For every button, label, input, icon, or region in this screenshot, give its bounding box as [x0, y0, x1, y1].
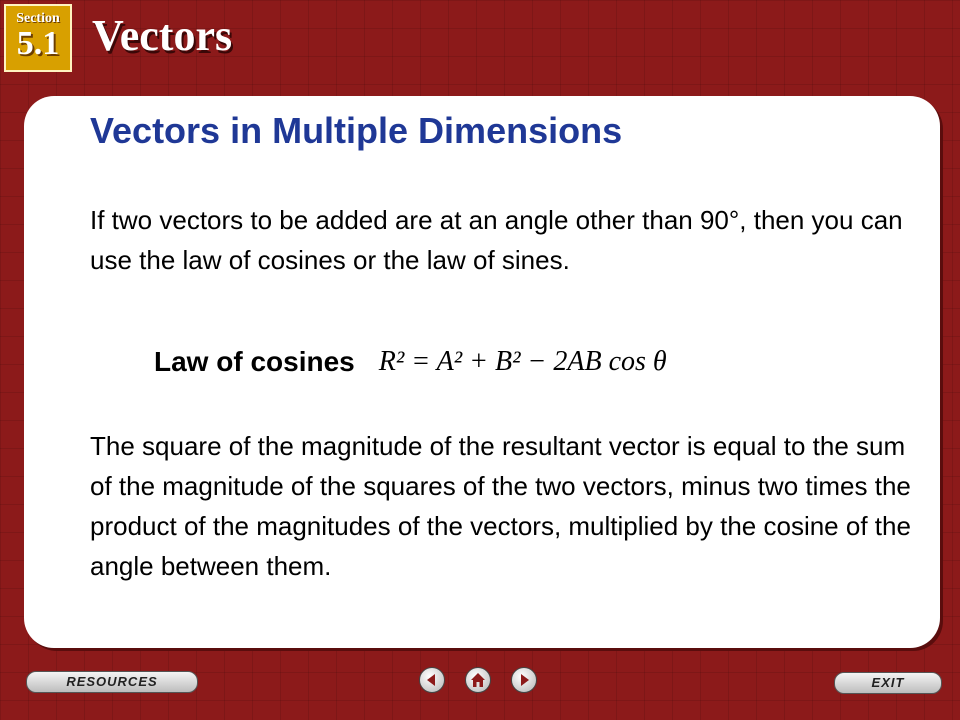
- home-icon: [470, 672, 486, 688]
- explanation-paragraph: The square of the magnitude of the resultant vector is equal to the sum of the magnitude of the squares of the two vectors, minus two times the product of the magnitudes of the vectors, multiplied by the cosine of the angle between them.: [90, 431, 911, 581]
- intro-paragraph: If two vectors to be added are at an angle other than 90°, then you can use the law of cosines or the law of sines.: [90, 205, 903, 275]
- slide-title: Vectors in Multiple Dimensions: [90, 110, 623, 151]
- previous-button[interactable]: [419, 667, 445, 693]
- next-button[interactable]: [511, 667, 537, 693]
- arrow-left-icon: [425, 673, 439, 687]
- section-badge: [4, 4, 72, 72]
- home-button[interactable]: [465, 667, 491, 693]
- page-title: Vectors: [92, 11, 233, 60]
- law-of-cosines-row: [154, 340, 667, 384]
- section-number: 5.1: [16, 25, 60, 62]
- resources-button[interactable]: RESOURCES: [26, 671, 198, 693]
- content-card: [24, 96, 940, 648]
- exit-button[interactable]: EXIT: [834, 672, 942, 694]
- section-label: Section: [16, 11, 60, 26]
- arrow-right-icon: [517, 673, 531, 687]
- law-label: Law of cosines: [154, 346, 355, 377]
- law-of-cosines-formula: R² = A² + B² − 2AB cos θ: [378, 346, 667, 377]
